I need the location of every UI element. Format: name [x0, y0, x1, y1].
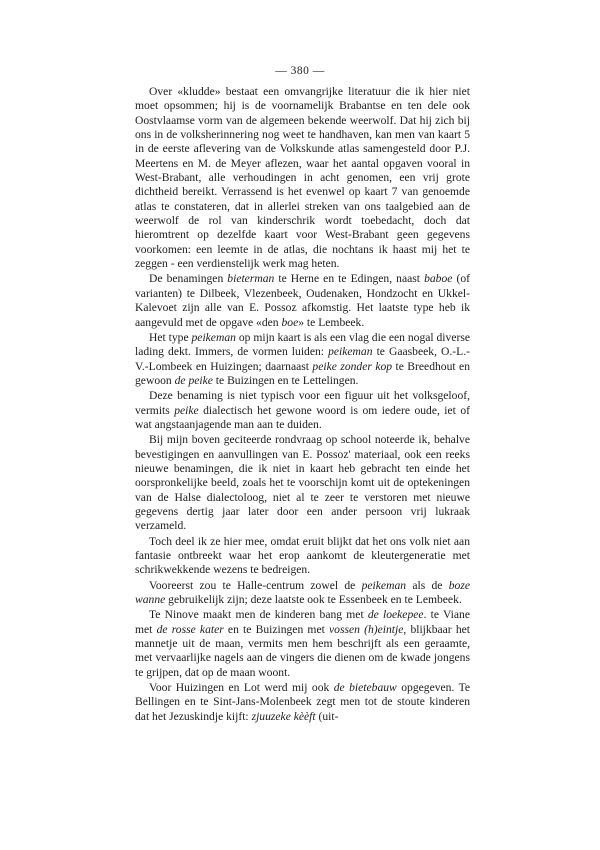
text-run: te Herne en te Edingen, naast — [274, 272, 425, 286]
text-run: dialectisch het gewone woord is om iedere oude, iet of wat angstaanjagende man aan te duiden. — [135, 403, 470, 431]
paragraph — [135, 608, 470, 680]
text-run: . te Viane met — [135, 608, 470, 636]
text-run: als de — [406, 578, 449, 592]
text-run: Bij mijn boven geciteerde rondvraag op school noteerde ik, behalve bevestigingen en aanvullingen van E. Possoz' materiaal, ook een reeks nieuwe benamingen, die ik niet in kaart heb gebracht ten einde het oorspronkelijke beeld, zoals het te voorschijn komt uit de optekeningen van de Halse dialectoloog, niet al te zeer te verstoren met nieuwe gegevens dertig jaar later door een ander persoon vrij lukraak verzameld. — [135, 433, 470, 533]
italic-term: boze wanne — [135, 578, 470, 607]
text-run: (of varianten) te Dilbeek, Vlezenbeek, Oudenaken, Hondzocht en Ukkel-Kalevoet zijn alle van E. Possoz afkomstig. Het laatste type heb ik aangevuld met de opgave «den — [135, 272, 470, 329]
text-run: Te Ninove maakt men de kinderen bang met — [149, 608, 368, 622]
text-run: » te Lembeek. — [298, 315, 365, 329]
italic-term: peike — [174, 403, 199, 417]
paragraph — [135, 681, 470, 724]
text-run: De benamingen — [149, 272, 228, 286]
text-run: op mijn kaart is als een vlag die een nogal diverse lading dekt. Immers, de vormen luiden: — [135, 330, 470, 359]
italic-term: peikeman — [328, 345, 373, 359]
italic-term: zjuuzeke kèèft — [251, 709, 316, 723]
paragraph — [135, 272, 470, 329]
text-run: Het type — [149, 330, 192, 344]
text-run: te Buizingen en te Lettelingen. — [212, 373, 359, 387]
paragraph — [135, 579, 470, 608]
italic-term: de rosse kater — [156, 622, 224, 636]
italic-term: peike zonder kop — [312, 359, 393, 373]
italic-term: baboe — [424, 272, 453, 286]
body-text — [135, 85, 470, 724]
text-run: en te Buizingen met — [223, 622, 329, 636]
text-run: Vooreerst zou te Halle-centrum zowel de — [149, 578, 362, 592]
paragraph — [135, 331, 470, 388]
italic-term: bieterman — [227, 272, 275, 286]
italic-term: vossen (h)eintje — [329, 622, 404, 636]
text-run: Toch deel ik ze hier mee, omdat eruit blijkt dat het ons volk niet aan fantasie ontbreekt waar het erop aankomt de kleutergeneratie met schrikwekkende wezens te bedreigen. — [135, 534, 470, 577]
italic-term: de bietebauw — [333, 681, 397, 695]
text-run: Over «kludde» bestaat een omvangrijke literatuur die ik hier niet moet opsommen; hij is de voornamelijk Brabantse en ten dele ook Oostvlaamse vorm van de algemeen bekende weerwolf. Dat hij zich bij ons in de volksherinnering nog weet te handhaven, kan men van kaart 5 in de eerste aflevering van de Volkskunde atlas samengesteld door P.J. Meertens en M. de Meyer aflezen, waar het aantal opgaven vooral in West-Brabant, alle verhoudingen in acht genomen, een vrij grote dichtheid bereikt. Verrassend is het evenwel op kaart 7 van genoemde atlas te constateren, dat in allerlei streken van ons taalgebied aan de weerwolf de rol van kinderschrik wordt toebedacht, doch dat hieromtrent op dezelfde kaart voor West-Brabant geen gegevens voorkomen: een leemte in de atlas, die nochtans ik haast mij het te zeggen - een verdienstelijk werk mag heten. — [135, 85, 470, 271]
page-number: — 380 — — [275, 65, 325, 77]
paragraph — [135, 85, 470, 271]
text-run: (uit- — [315, 709, 339, 723]
italic-term: boe — [281, 315, 299, 329]
text-run: te Breedhout en gewoon — [135, 359, 470, 387]
text-run: te Gaasbeek, O.-L.-V.-Lombeek en Huizingen; daarnaast — [135, 345, 470, 373]
paragraph — [135, 389, 470, 432]
text-run: Deze benaming is niet typisch voor een figuur uit het volksgeloof, vermits — [135, 389, 470, 417]
italic-term: de peike — [174, 373, 213, 387]
italic-term: peikeman — [191, 330, 236, 344]
paragraph — [135, 535, 470, 578]
text-run: , blijkbaar het mannetje uit de maan, vermits men hem beschrijft als een geraamte, met vervaarlijke nagels aan de vingers die dienen om de kwade jongens te grijpen, dat op de maan woont. — [135, 622, 470, 679]
italic-term: peikeman — [361, 578, 407, 592]
text-run: opgegeven. Te Bellingen en te Sint-Jans-Molenbeek zegt men tot de stoute kinderen dat het Jezuskindje kijft: — [135, 681, 470, 723]
text-run: Voor Huizingen en Lot werd mij ook — [149, 681, 334, 695]
paragraph — [135, 433, 470, 533]
text-run: gebruikelijk zijn; deze laatste ook te Essenbeek en te Lembeek. — [165, 593, 462, 607]
italic-term: de loekepee — [367, 608, 424, 622]
